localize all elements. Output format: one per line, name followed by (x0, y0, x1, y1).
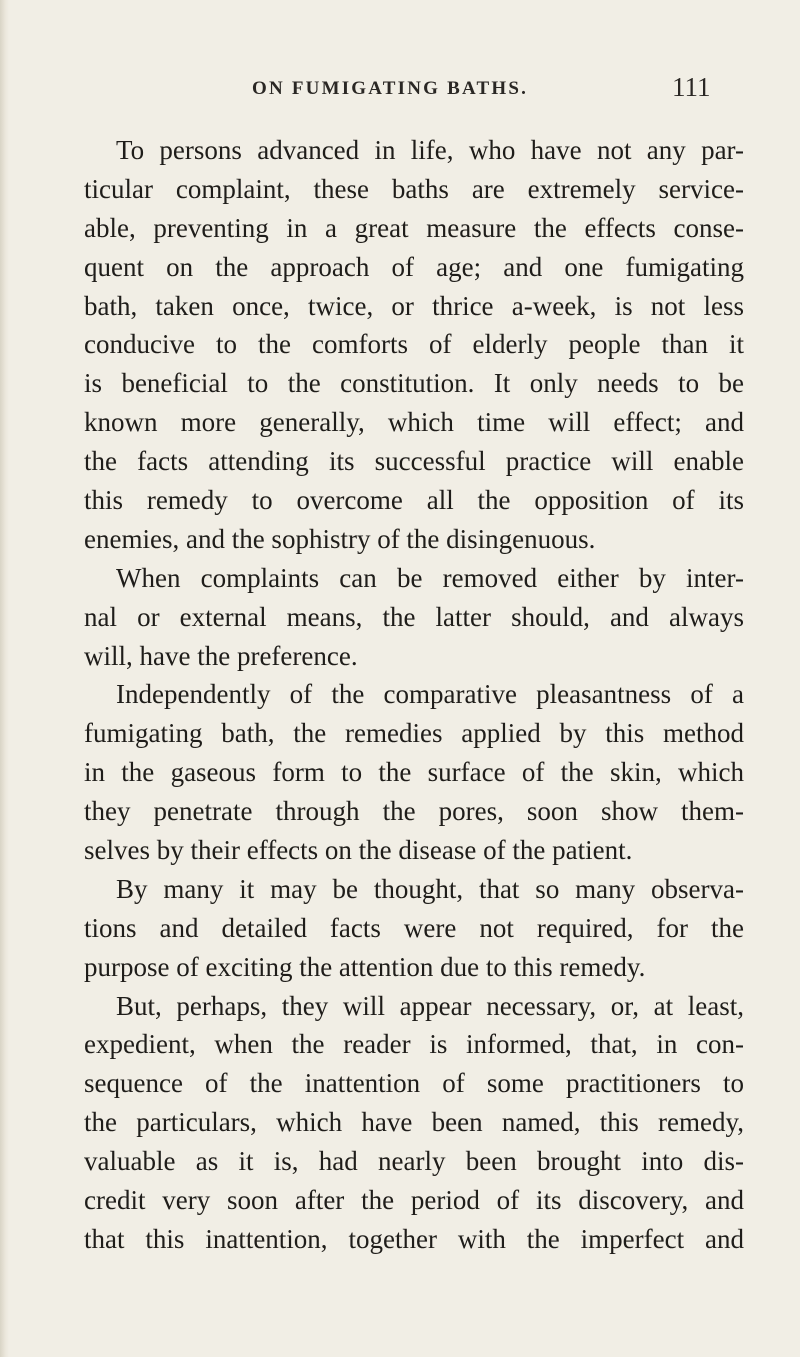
text-line: tions and detailed facts were not required, for the (84, 912, 744, 943)
text-line: bath, taken once, twice, or thrice a-week, is not less (84, 290, 744, 321)
text-line: conducive to the comforts of elderly people than it (84, 329, 744, 360)
text-line: quent on the approach of age; and one fumigating (84, 251, 744, 282)
text-line: By many it may be thought, that so many observa- (116, 873, 744, 904)
text-line: To persons advanced in life, who have not any par- (116, 135, 744, 165)
text-line: is beneficial to the constitution. It only needs to be (84, 368, 744, 399)
body-text (84, 131, 744, 1259)
text-line: they penetrate through the pores, soon show them- (84, 796, 744, 827)
text-line: enemies, and the sophistry of the disingenuous. (84, 523, 596, 554)
text-line: the particulars, which have been named, this remedy, (84, 1107, 744, 1138)
text-line: credit very soon after the period of its discovery, and (84, 1185, 744, 1216)
text-line: expedient, when the reader is informed, that, in con- (84, 1029, 744, 1060)
text-line: Independently of the comparative pleasantness of a (116, 679, 744, 710)
text-line: will, have the preference. (84, 640, 358, 671)
page-binding-edge (0, 0, 9, 1357)
text-line: known more generally, which time will effect; and (84, 407, 744, 438)
text-line: fumigating bath, the remedies applied by this method (84, 718, 744, 749)
text-line: in the gaseous form to the surface of the skin, which (84, 757, 744, 788)
text-line: valuable as it is, had nearly been brought into dis- (84, 1146, 744, 1177)
text-line: this remedy to overcome all the opposition of its (84, 485, 744, 516)
text-line: that this inattention, together with the imperfect and (84, 1223, 744, 1254)
page-number: 111 (672, 72, 711, 102)
text-line: sequence of the inattention of some practitioners to (84, 1068, 744, 1099)
text-line: the facts attending its successful practice will enable (84, 446, 744, 477)
running-title: ON FUMIGATING BATHS. (252, 78, 529, 99)
text-line: ticular complaint, these baths are extremely service- (84, 173, 744, 204)
text-line: nal or external means, the latter should, and always (84, 601, 744, 632)
text-line: able, preventing in a great measure the effects conse- (84, 212, 744, 243)
text-line: purpose of exciting the attention due to this remedy. (84, 951, 646, 982)
text-line: But, perhaps, they will appear necessary, or, at least, (116, 990, 744, 1021)
text-line: selves by their effects on the disease of the patient. (84, 835, 633, 866)
text-line: When complaints can be removed either by inter- (116, 562, 744, 593)
